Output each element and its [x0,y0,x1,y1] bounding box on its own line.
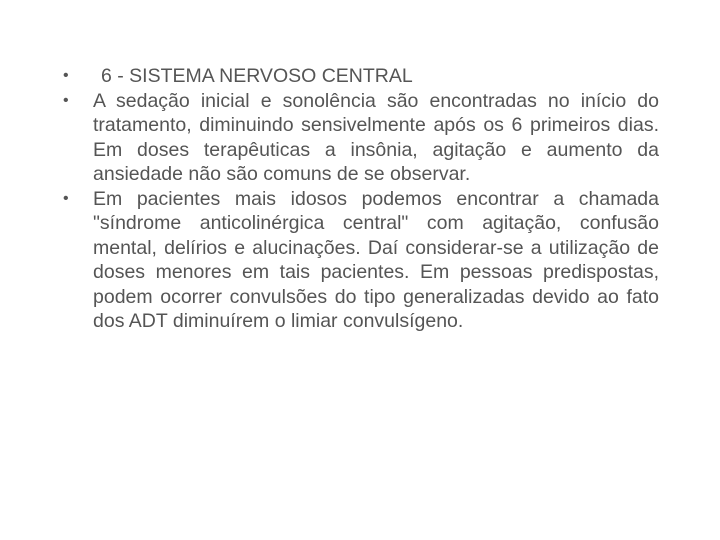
bullet-text: Em pacientes mais idosos podemos encontrar a chamada "síndrome anticolinérgica central" com agitação, confusão mental, delírios e alucinações. Daí considerar-se a utilização de doses menores em tais pacientes. Em pessoas predispostas, podem ocorrer convulsões do tipo generalizadas devido ao fato dos ADT diminuírem o limiar convulsígeno. [93,187,659,332]
bullet-icon: • [63,91,69,109]
bullet-text: A sedação inicial e sonolência são encontradas no início do tratamento, diminuindo sensivelmente após os 6 primeiros dias. Em doses terapêuticas a insônia, agitação e aumento da ansiedade não são comuns de se observar. [93,89,659,185]
bullet-icon: • [63,67,69,84]
bullet-item-elderly [61,187,659,334]
section-heading: 6 - SISTEMA NERVOSO CENTRAL [101,65,413,87]
bullet-icon: • [63,189,69,207]
bullet-item-sedation [61,89,659,187]
bullet-list [61,64,659,334]
bullet-item-heading [61,64,659,89]
